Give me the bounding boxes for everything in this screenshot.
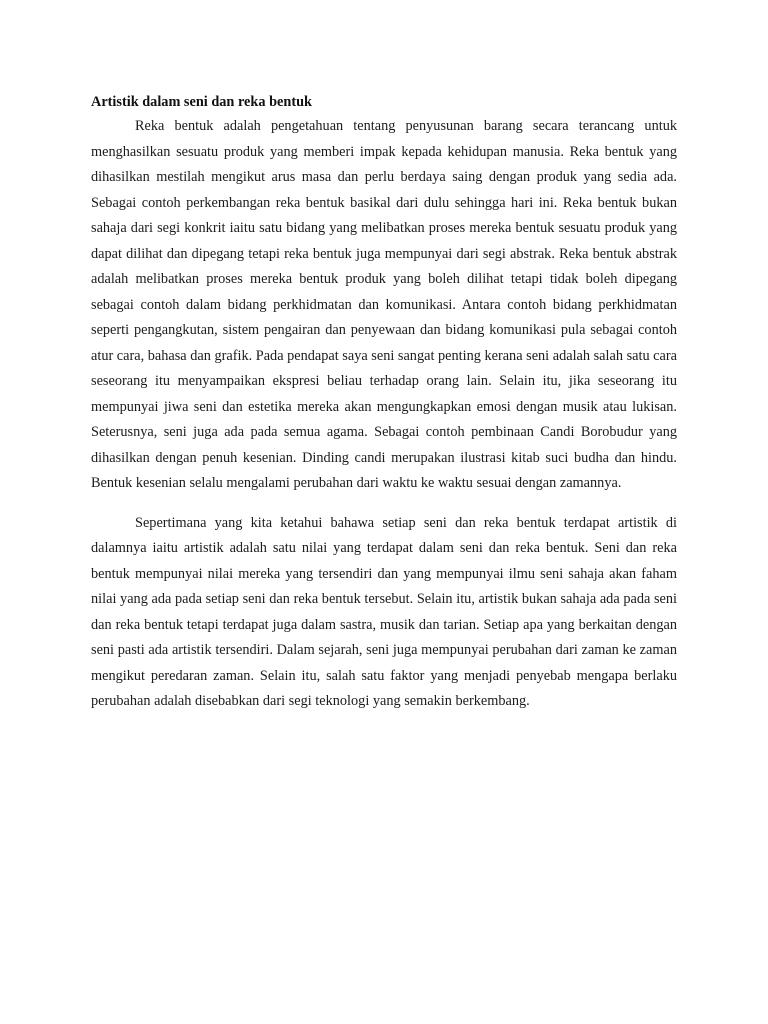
paragraph-2: Sepertimana yang kita ketahui bahawa setiap seni dan reka bentuk terdapat artistik di dalamnya iaitu artistik adalah satu nilai yang terdapat dalam seni dan reka bentuk. Seni dan reka bentuk mempunyai nilai mereka yang tersendiri dan yang mempunyai ilmu seni sahaja akan faham nilai yang ada pada setiap seni dan reka bentuk tersebut. Selain itu, artistik bukan sahaja ada pada seni dan reka bentuk tetapi terdapat juga dalam sastra, musik dan tarian. Setiap apa yang berkaitan dengan seni pasti ada artistik tersendiri. Dalam sejarah, seni juga mempunyai perubahan dari zaman ke zaman mengikut peredaran zaman. Selain itu, salah satu faktor yang menjadi penyebab mengapa berlaku perubahan adalah disebabkan dari segi teknologi yang semakin berkembang. — [91, 514, 677, 709]
document-body — [91, 92, 677, 715]
document-title: Artistik dalam seni dan reka bentuk — [91, 94, 312, 110]
paragraph-1: Reka bentuk adalah pengetahuan tentang penyusunan barang secara terancang untuk menghasilkan sesuatu produk yang memberi impak kepada kehidupan manusia. Reka bentuk yang dihasilkan mestilah mengikut arus masa dan perlu berdaya saing dengan produk yang sedia ada. Sebagai contoh perkembangan reka bentuk basikal dari dulu sehingga hari ini. Reka bentuk bukan sahaja dari segi konkrit iaitu satu bidang yang melibatkan proses mereka bentuk sesuatu produk yang dapat dilihat dan dipegang tetapi reka bentuk juga mempunyai dari segi abstrak. Reka bentuk abstrak adalah melibatkan proses mereka bentuk produk yang boleh dilihat tetapi tidak boleh dipegang sebagai contoh dalam bidang perkhidmatan dan komunikasi. Antara contoh bidang perkhidmatan seperti pengangkutan, sistem pengairan dan penyewaan dan bidang komunikasi pula sebagai contoh atur cara, bahasa dan grafik. Pada pendapat saya seni sangat penting kerana seni adalah salah satu cara seseorang itu menyampaikan ekspresi beliau terhadap orang lain. Selain itu, jika seseorang itu mempunyai jiwa seni dan estetika mereka akan mengungkapkan emosi dengan musik atau lukisan. Seterusnya, seni juga ada pada semua agama. Sebagai contoh pembinaan Candi Borobudur yang dihasilkan dengan penuh kesenian. Dinding candi merupakan ilustrasi kitab suci budha dan hindu. Bentuk kesenian selalu mengalami perubahan dari waktu ke waktu sesuai dengan zamannya. — [91, 118, 677, 491]
